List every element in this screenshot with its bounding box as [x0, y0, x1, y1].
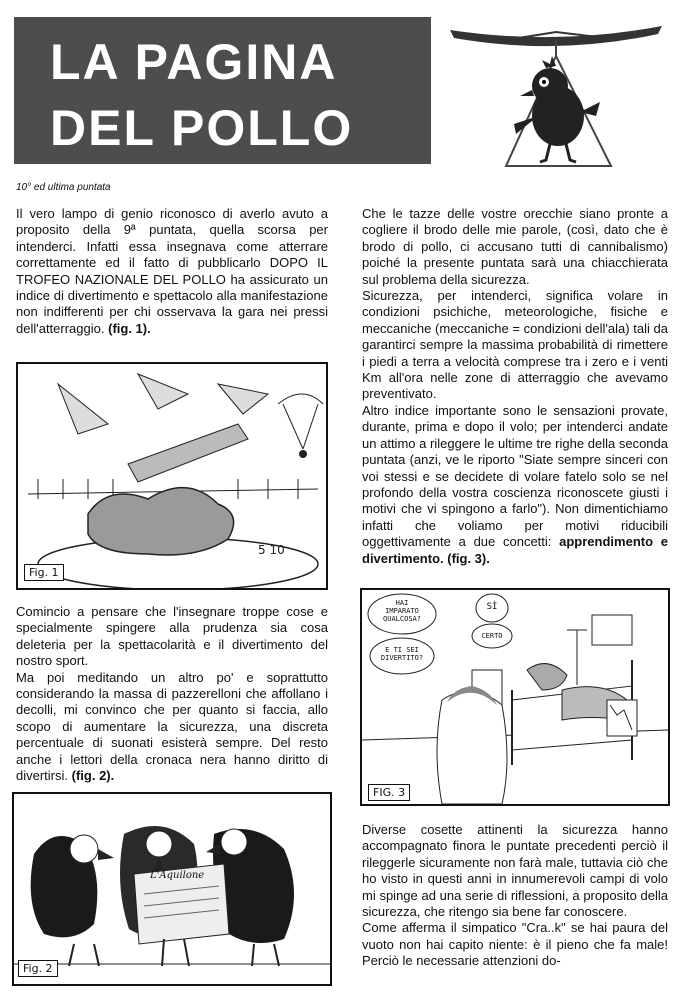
article-paragraph: Altro indice importante sono le sensazioni provate, durante, prima e dopo il volo; per intenderci andate un attimo a rileggere le ultime tre righe della seconda puntata (anzi, ve le riporto "Siate sempre sinceri con voi stessi e se decidete di volare fatelo solo se nel profondo della vostra coscienza riconoscete giusti i motivi che vi spingono a farlo"). Non dimentichiamo infatti che voliamo per motivi riducibili oggettivamente a due concetti: apprendimento e divertimento. (fig. 3).: [362, 402, 668, 566]
left-column-top: [16, 206, 328, 337]
article-paragraph: Ma poi meditando un altro po' e soprattutto considerando la massa di pazzerelloni che affollano i decolli, mi convinco che per quanto si faccia, allo scopo di aumentare la sicurezza, una discreta percentuale di suonati esisterà sempre. Del resto anche i lettori della cronaca nera hanno diritto di divertirsi. (fig. 2).: [16, 669, 328, 784]
figure-3-hospital: [360, 588, 670, 806]
right-column-top: [362, 206, 668, 567]
figure-2-drawing: [14, 794, 330, 984]
newspaper-title: L'Aquilone: [150, 870, 205, 881]
page-title-line-2: DEL POLLO: [50, 100, 354, 156]
speech-bubble-4: CERTO: [481, 632, 503, 640]
figure-2-vultures: [12, 792, 332, 986]
article-paragraph: Diverse cosette attinenti la sicurezza hanno accompagnato finora le puntate precedenti perciò il rileggerle sicuramente non farà male, tuttavia ciò che ho visto in questi anni in innumerevoli campi di volo mi spinge ad una serie di riflessioni, a proposito della sicurezza, che ritengo sia bene far conoscere.: [362, 822, 668, 920]
chicken-logo: [446, 16, 666, 176]
figure-1-label: Fig. 1: [24, 564, 64, 581]
svg-text:5 10: 5 10: [258, 543, 285, 557]
article-paragraph: Sicurezza, per intenderci, significa volare in condizioni psichiche, meteorologiche, fisiche e meccaniche (meccaniche = condizioni dell'ala) tali da garantirci sempre la massima probabilità di rimettere i piedi a terra a velocità comprese tra i zero e i venti Km all'ora nelle zone di atterraggio che avevamo preventivato.: [362, 288, 668, 402]
title-block: [14, 17, 431, 164]
article-paragraph: Comincio a pensare che l'insegnare troppe cose e specialmente spingere alla prudenza sia cosa deleteria per la spettacolarità e il divertimento del nostro sport.: [16, 604, 328, 669]
speech-bubble-3: SÌ: [486, 602, 498, 612]
figure-2-label: Fig. 2: [18, 960, 58, 977]
article-paragraph: Che le tazze delle vostre orecchie siano pronte a cogliere il brodo delle mie parole, (così, dato che è brodo di pollo, ci accusano tutti di cannibalismo) poiché la presente puntata sarà una chiacchierata sul problema della sicurezza.: [362, 206, 668, 287]
figure-1-drawing: [18, 364, 326, 588]
page-title-line-1: LA PAGINA: [50, 34, 338, 90]
speech-bubble-1: HAI IMPARATO QUALCOSA?: [383, 599, 421, 623]
figure-1-landing-crash: [16, 362, 328, 590]
right-column-bottom: [362, 822, 668, 970]
left-column-bottom: [16, 604, 328, 784]
article-paragraph: Come afferma il simpatico "Cra..k" se hai paura del vuoto non hai capito niente: è il pieno che fa male! Perciò le necessarie attenzioni do-: [362, 920, 668, 969]
speech-bubble-2: E TI SEI DIVERTITO?: [380, 646, 424, 662]
edition-note: 10° ed ultima puntata: [16, 182, 111, 193]
figure-3-label: FIG. 3: [368, 784, 410, 801]
article-paragraph: Il vero lampo di genio riconosco di averlo avuto a proposito della 9ª puntata, quella scorsa per intenderci. Infatti essa insegnava come atterrare correttamente ed il fatto di pubblicarlo DOPO IL TROFEO NAZIONALE DEL POLLO ha assicurato un indice di divertimento e spettacolo alla manifestazione non indifferenti per chi osservava la gara nei pressi dell'atterraggio. (fig. 1).: [16, 206, 328, 336]
